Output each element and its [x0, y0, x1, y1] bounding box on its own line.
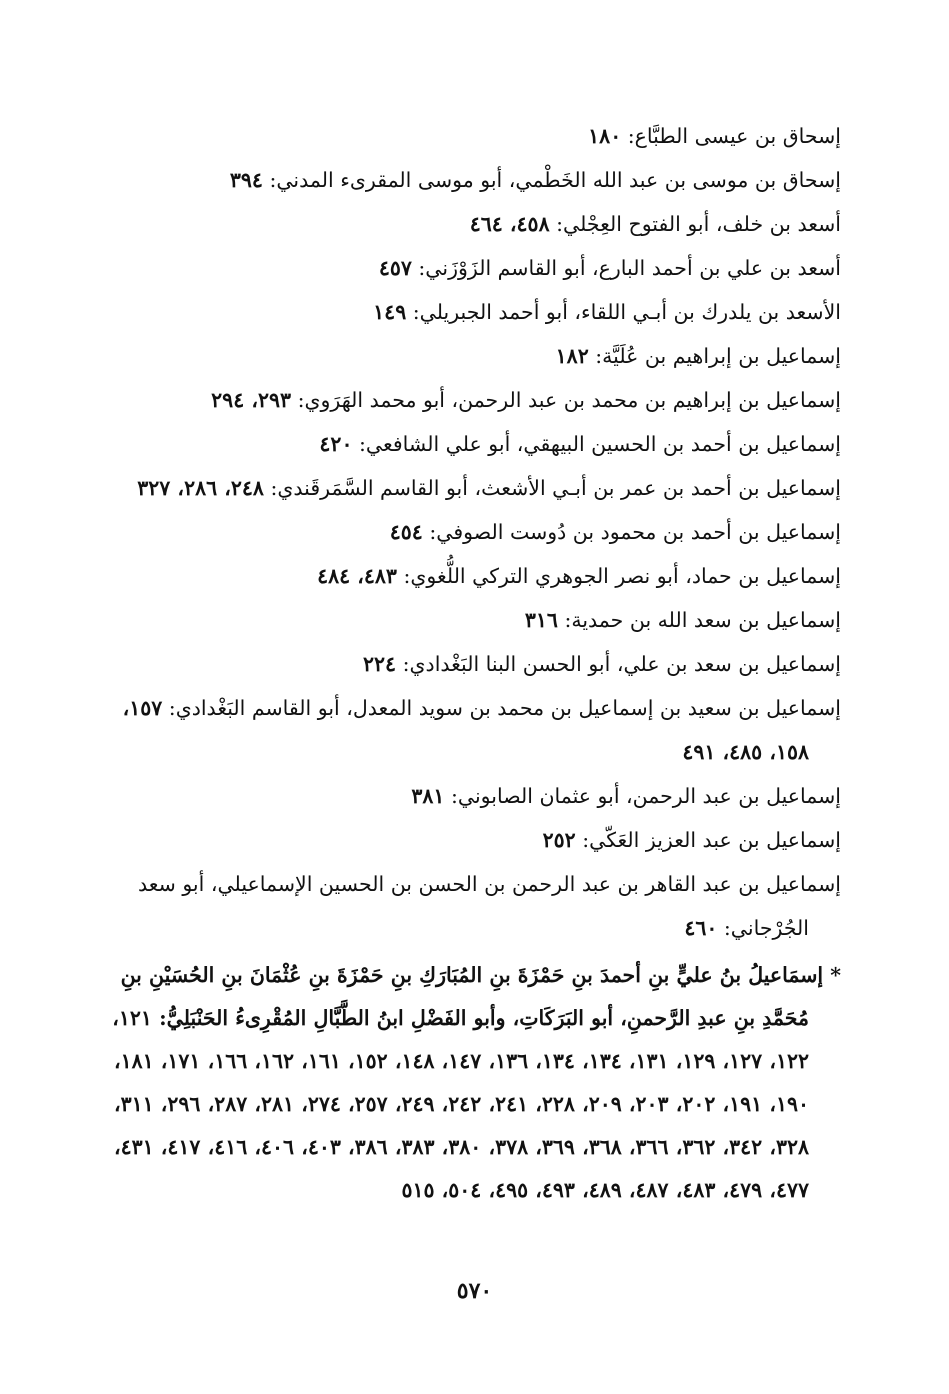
index-entry: [105, 246, 841, 290]
entry-name: إسحاق بن موسى بن عبد الله الخَطْمي، أبو موسى المقرىء المدني:: [269, 168, 841, 192]
entry-pages: ١٨٢: [555, 344, 589, 368]
entry-pages: ٣٩٤: [229, 168, 263, 192]
entry-pages: ٢٤٨، ٢٨٦، ٣٢٧: [137, 476, 264, 500]
index-entry: [105, 466, 841, 510]
index-entry: [105, 510, 841, 554]
asterisk-mark: *: [830, 963, 841, 987]
index-entry: [105, 378, 841, 422]
entry-name: إسماعيل بن عبد الرحمن، أبو عثمان الصابوني:: [450, 784, 841, 808]
entry-pages: ٤٦٠: [684, 916, 718, 940]
page-number: ٥٧٠: [456, 1278, 493, 1304]
entry-name: إسحاق بن عيسى الطبَّاع:: [627, 124, 841, 148]
entry-name: إسمَاعيلُ بنُ عليٍّ بنِ أحمدَ بنِ حَمْزَةَ بنِ المُبَارَكِ بنِ حَمْزَةَ بنِ عُثْمَانَ بنِ الحُسَيْنِ بنِ مُحَمَّدِ بنِ عبدِ الرَّحمنِ، أبو البَرَكَاتِ، وأبو الفَضْلِ ابنُ الطَّبَّالِ المُقْرِىءُ الحَنْبَلِيُّ:: [120, 963, 824, 1030]
index-entry: [105, 818, 841, 862]
entry-pages: ١٤٩: [373, 300, 407, 324]
entry-pages: ٤٨٣، ٤٨٤: [317, 564, 397, 588]
index-entry: [105, 642, 841, 686]
entry-name: إسماعيل بن سعيد بن إسماعيل بن محمد بن سويد المعدل، أبو القاسم البَغْدادي:: [168, 696, 841, 720]
entry-name: الأسعد بن يلدرك بن أبـي اللقاء، أبو أحمد الجبريلي:: [412, 300, 841, 324]
entry-name: إسماعيل بن عبد العزيز العَكّي:: [582, 828, 841, 852]
entry-name: إسماعيل بن إبراهيم بن محمد بن عبد الرحمن، أبو محمد الهَرَوي:: [297, 388, 841, 412]
entry-name: أسعد بن خلف، أبو الفتوح العِجْلي:: [556, 212, 841, 236]
entry-pages: ٤٥٤: [389, 520, 423, 544]
index-entry: [105, 202, 841, 246]
index-entry: [105, 862, 841, 950]
entry-pages: ٢٥٢: [542, 828, 576, 852]
entry-pages: ٤٥٧: [378, 256, 412, 280]
entry-name: إسماعيل بن أحمد بن محمود بن دُوست الصوفي:: [429, 520, 841, 544]
entry-pages: ٢٢٤: [363, 652, 397, 676]
index-entry: [105, 290, 841, 334]
entry-name: إسماعيل بن أحمد بن عمر بن أبـي الأشعث، أبو القاسم السَّمَرقَندي:: [270, 476, 841, 500]
index-entry: [105, 554, 841, 598]
entry-pages: ٤٢٠: [319, 432, 353, 456]
main-index-entry: [105, 954, 841, 1212]
entry-name: إسماعيل بن أحمد بن الحسين البيهقي، أبو علي الشافعي:: [359, 432, 841, 456]
index-entry: [105, 686, 841, 774]
entry-pages: ٣٨١: [411, 784, 445, 808]
entry-name: إسماعيل بن حماد، أبو نصر الجوهري التركي اللُّغوي:: [403, 564, 841, 588]
entry-pages: ١٢١، ١٢٢، ١٢٧، ١٢٩، ١٣١، ١٣٤، ١٣٤، ١٣٦، ١٤٧، ١٤٨، ١٥٢، ١٦١، ١٦٢، ١٦٦، ١٧١، ١٨١، ١٩٠، ١٩١، ٢٠٢، ٢٠٣، ٢٠٩، ٢٢٨، ٢٤١، ٢٤٢، ٢٤٩، ٢٥٧، ٢٧٤، ٢٨١، ٢٨٧، ٢٩٦، ٣١١، ٣٢٨، ٣٤٢، ٣٦٢، ٣٦٦، ٣٦٨، ٣٦٩، ٣٧٨، ٣٨٠، ٣٨٣، ٣٨٦، ٤٠٣، ٤٠٦، ٤١٦، ٤١٧، ٤٣١، ٤٧٧، ٤٧٩، ٤٨٣، ٤٨٧، ٤٨٩، ٤٩٣، ٤٩٥، ٥٠٤، ٥١٥: [112, 1006, 809, 1202]
entry-pages: ٢٩٣، ٢٩٤: [211, 388, 292, 412]
entry-pages: ٣١٦: [524, 608, 558, 632]
entry-name: أسعد بن علي بن أحمد البارع، أبو القاسم الزَوْزَني:: [418, 256, 841, 280]
index-entry: [105, 114, 841, 158]
entry-pages: ١٥٧، ١٥٨، ٤٨٥، ٤٩١: [122, 696, 809, 764]
entry-name: إسماعيل بن سعد بن علي، أبو الحسن البنا البَغْدادي:: [402, 652, 841, 676]
entry-name: إسماعيل بن عبد القاهر بن عبد الرحمن بن الحسن بن الحسين الإسماعيلي، أبو سعد الجُرْجاني:: [138, 872, 841, 940]
index-entry: [105, 158, 841, 202]
index-entries: [105, 114, 841, 1212]
entry-pages: ١٨٠: [588, 124, 622, 148]
index-entry: [105, 774, 841, 818]
entry-name: إسماعيل بن إبراهيم بن عُلَيَّة:: [595, 344, 841, 368]
entry-pages: ٤٥٨، ٤٦٤: [469, 212, 550, 236]
index-entry: [105, 334, 841, 378]
index-entry: [105, 598, 841, 642]
index-entry: [105, 422, 841, 466]
entry-name: إسماعيل بن سعد الله بن حمدية:: [564, 608, 841, 632]
